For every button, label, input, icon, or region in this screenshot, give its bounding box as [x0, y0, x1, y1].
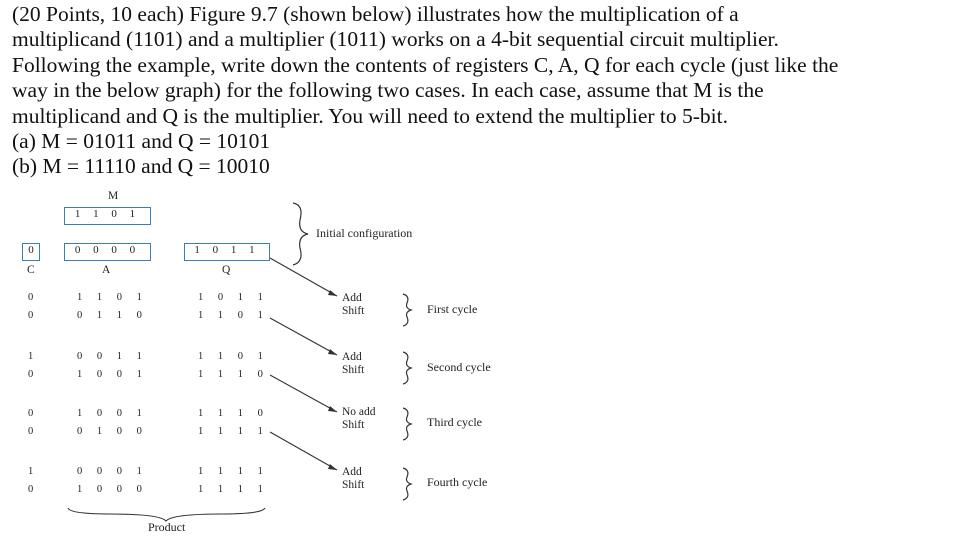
a-value: 0 0 0 1	[77, 466, 148, 477]
operation-label: Shift	[342, 479, 365, 491]
q-label: Q	[222, 264, 231, 276]
q-value: 1 1 1 1	[198, 426, 269, 437]
question-line-3: Following the example, write down the contents of registers C, A, Q for each cycle (just like the	[12, 52, 839, 77]
question-line-4: way in the below graph) for the following two cases. In each case, assume that M is the	[12, 78, 764, 103]
arrow-1	[270, 258, 337, 296]
initial-configuration-label: Initial configuration	[316, 226, 413, 240]
cycle-label: Fourth cycle	[427, 475, 488, 489]
a-value: 1 1 0 1	[77, 292, 148, 303]
arrow-4	[270, 432, 337, 470]
q-value: 1 1 0 1	[198, 310, 269, 321]
product-label: Product	[148, 520, 186, 534]
a-value: 1 0 0 0	[77, 484, 148, 495]
operation-label: Add	[342, 466, 362, 478]
a-value: 0 1 0 0	[77, 426, 148, 437]
a-label: A	[102, 264, 111, 276]
c-value: 0	[28, 484, 40, 495]
m-register: 1 1 0 1	[64, 207, 151, 225]
operation-label: Shift	[342, 419, 365, 431]
a-value: 0 1 1 0	[77, 310, 148, 321]
c-value: 1	[28, 351, 40, 362]
cycle-label: First cycle	[427, 302, 478, 316]
q-value: 1 1 1 1	[198, 484, 269, 495]
arrow-3	[270, 375, 337, 412]
operation-label: Add	[342, 351, 362, 363]
c-value: 0	[28, 369, 40, 380]
question-line-5: multiplicand and Q is the multiplier. You will need to extend the multiplier to 5-bit.	[12, 103, 728, 128]
c-value: 1	[28, 466, 40, 477]
a-value: 1 0 0 1	[77, 369, 148, 380]
arrow-2	[270, 318, 337, 355]
operation-label: Shift	[342, 305, 365, 317]
m-label: M	[108, 190, 119, 202]
c-value: 0	[28, 292, 40, 303]
a-value: 0 0 1 1	[77, 351, 148, 362]
cycle-label: Second cycle	[427, 360, 491, 374]
q-register: 1 0 1 1	[184, 243, 270, 261]
question-line-1: (20 Points, 10 each) Figure 9.7 (shown below) illustrates how the multiplication of a	[12, 2, 739, 26]
c-value: 0	[28, 310, 40, 321]
q-value: 1 1 0 1	[198, 351, 269, 362]
cycle-label: Third cycle	[427, 415, 482, 429]
q-value: 1 1 1 1	[198, 466, 269, 477]
q-value: 1 1 1 0	[198, 408, 269, 419]
c-value: 0	[28, 426, 40, 437]
c-register: 0	[22, 243, 40, 261]
q-value: 1 0 1 1	[198, 292, 269, 303]
operation-label: No add	[342, 406, 376, 418]
operation-label: Shift	[342, 364, 365, 376]
case-b: (b) M = 11110 and Q = 10010	[12, 154, 270, 179]
a-value: 1 0 0 1	[77, 408, 148, 419]
case-a: (a) M = 01011 and Q = 10101	[12, 129, 271, 154]
c-value: 0	[28, 408, 40, 419]
q-value: 1 1 1 0	[198, 369, 269, 380]
operation-label: Add	[342, 292, 362, 304]
question-line-2: multiplicand (1101) and a multiplier (1011) works on a 4-bit sequential circuit multiplier.	[12, 27, 779, 52]
a-register: 0 0 0 0	[64, 243, 151, 261]
c-label: C	[27, 264, 35, 276]
